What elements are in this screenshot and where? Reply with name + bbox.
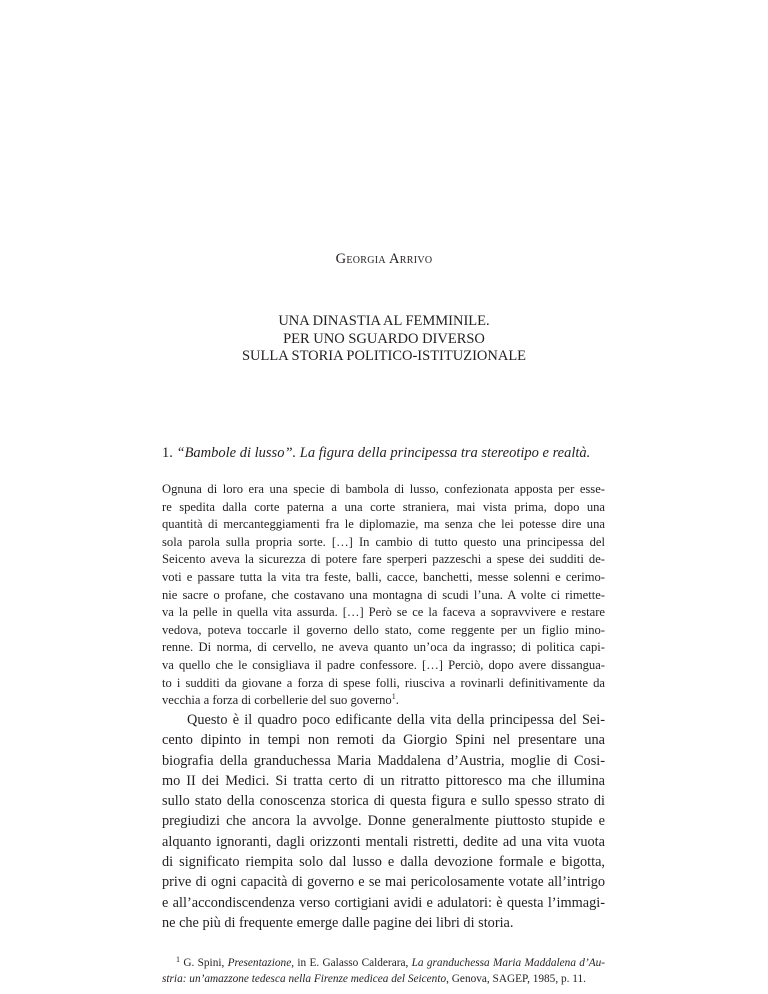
footnote-reference[interactable]: 1 (391, 692, 396, 702)
footnote-line (162, 952, 605, 971)
quote-line: to i sudditi da giovane a forza di spese folli, riusciva a rovinarli definitivamente da (162, 675, 605, 690)
body-line: alquanto ignoranti, dagli orizzonti mentali ristretti, dedite ad una vita vuota (162, 833, 605, 850)
section-number: 1. (162, 445, 173, 461)
quote-line-last (162, 692, 605, 710)
body-paragraph (162, 710, 605, 933)
quote-line: re spedita dalla corte paterna a una corte straniera, mai vista prima, dopo una (162, 499, 605, 514)
footnote-number: 1 (176, 955, 180, 964)
footnote (162, 952, 605, 987)
body-line: mo II dei Medici. Si tratta certo di un ritratto pittoresco ma che illumina (162, 772, 605, 789)
block-quote (162, 481, 605, 710)
title-line: UNA DINASTIA AL FEMMINILE. (278, 313, 490, 329)
quote-line: sola parola sulla propria sorte. […] In cambio di tutto questo una principessa del (162, 534, 605, 549)
quote-line: Seicento aveva la sicurezza di potere fare sperperi pazzeschi a spese dei sudditi de- (162, 552, 605, 567)
body-line: sullo stato della conoscenza storica di questa figura e sullo spesso strato di (162, 793, 605, 810)
author-name: Georgia Arrivo (335, 251, 433, 267)
section-heading (162, 445, 762, 462)
body-line: cento dipinto in tempi non remoti da Giorgio Spini nel presentare una (162, 732, 605, 749)
footnote-book-title: La granduchessa Maria Maddalena d’Au- (411, 957, 606, 969)
footnote-text: , in E. Galasso Calderara, (291, 957, 412, 969)
article-title (0, 313, 768, 366)
body-line: prive di ogni capacità di governo e se mai pericolosamente votate all’intrigo (162, 874, 605, 891)
section-title: “Bambole di lusso”. La figura della principessa tra stereotipo e realtà. (176, 445, 591, 461)
body-line: e all’accondiscendenza verso cortigiani avidi e adulatori: è questa l’immagi- (162, 894, 605, 911)
quote-line: vedova, poteva toccarle il governo dello stato, come reggente per un figlio mino- (162, 622, 605, 637)
quote-line: Ognuna di loro era una specie di bambola di lusso, confezionata apposta per esse- (162, 482, 605, 496)
title-line: SULLA STORIA POLITICO-ISTITUZIONALE (241, 348, 527, 364)
body-line: pregiudizi che ancora la avvolge. Donne generalmente piuttosto stupide e (162, 813, 605, 830)
body-line: biografia della granduchessa Maria Maddalena d’Austria, moglie di Cosi- (162, 752, 605, 769)
quote-line: quantità di mercanteggiamenti fra le diplomazie, ma senza che lei potesse dire una (162, 517, 605, 532)
footnote-text: , Genova, SAGEP, 1985, p. 11. (446, 973, 586, 985)
body-line: ne che più di frequente emerge dalle pagine dei libri di storia. (162, 914, 514, 931)
quote-line: nie sacre o profane, che costavano una montagna di scudi l’una. A volte ci rimette- (162, 587, 605, 602)
quote-end: . (395, 693, 399, 708)
quote-line: vecchia a forza di corbellerie del suo governo (162, 693, 392, 708)
footnote-book-title: stria: un’amazzone tedesca nella Firenze medicea del Seicento (162, 973, 447, 985)
title-line: PER UNO SGUARDO DIVERSO (283, 330, 485, 347)
quote-line: va quello che le consigliava il padre confessore. […] Perciò, dopo avere dissangua- (162, 657, 605, 672)
quote-line: renne. Di norma, di cervello, ne aveva quanto un’oca da ingrasso; di politica capi- (162, 640, 605, 655)
footnote-text: G. Spini, (183, 957, 228, 969)
body-line: di significato riempita solo dal lusso e dalla devozione formale e bigotta, (162, 854, 605, 871)
body-line: Questo è il quadro poco edificante della vita della principessa del Sei- (187, 712, 605, 728)
quote-line: voti e passare tutta la vita tra feste, balli, cacce, banchetti, messe solenni e cerimo- (162, 569, 605, 584)
footnote-line (162, 971, 605, 987)
quote-line: va la pelle in quella vita assurda. […] Però se ce la faceva a sopravvivere e restare (162, 605, 605, 620)
footnote-title: Presentazione (227, 957, 292, 969)
